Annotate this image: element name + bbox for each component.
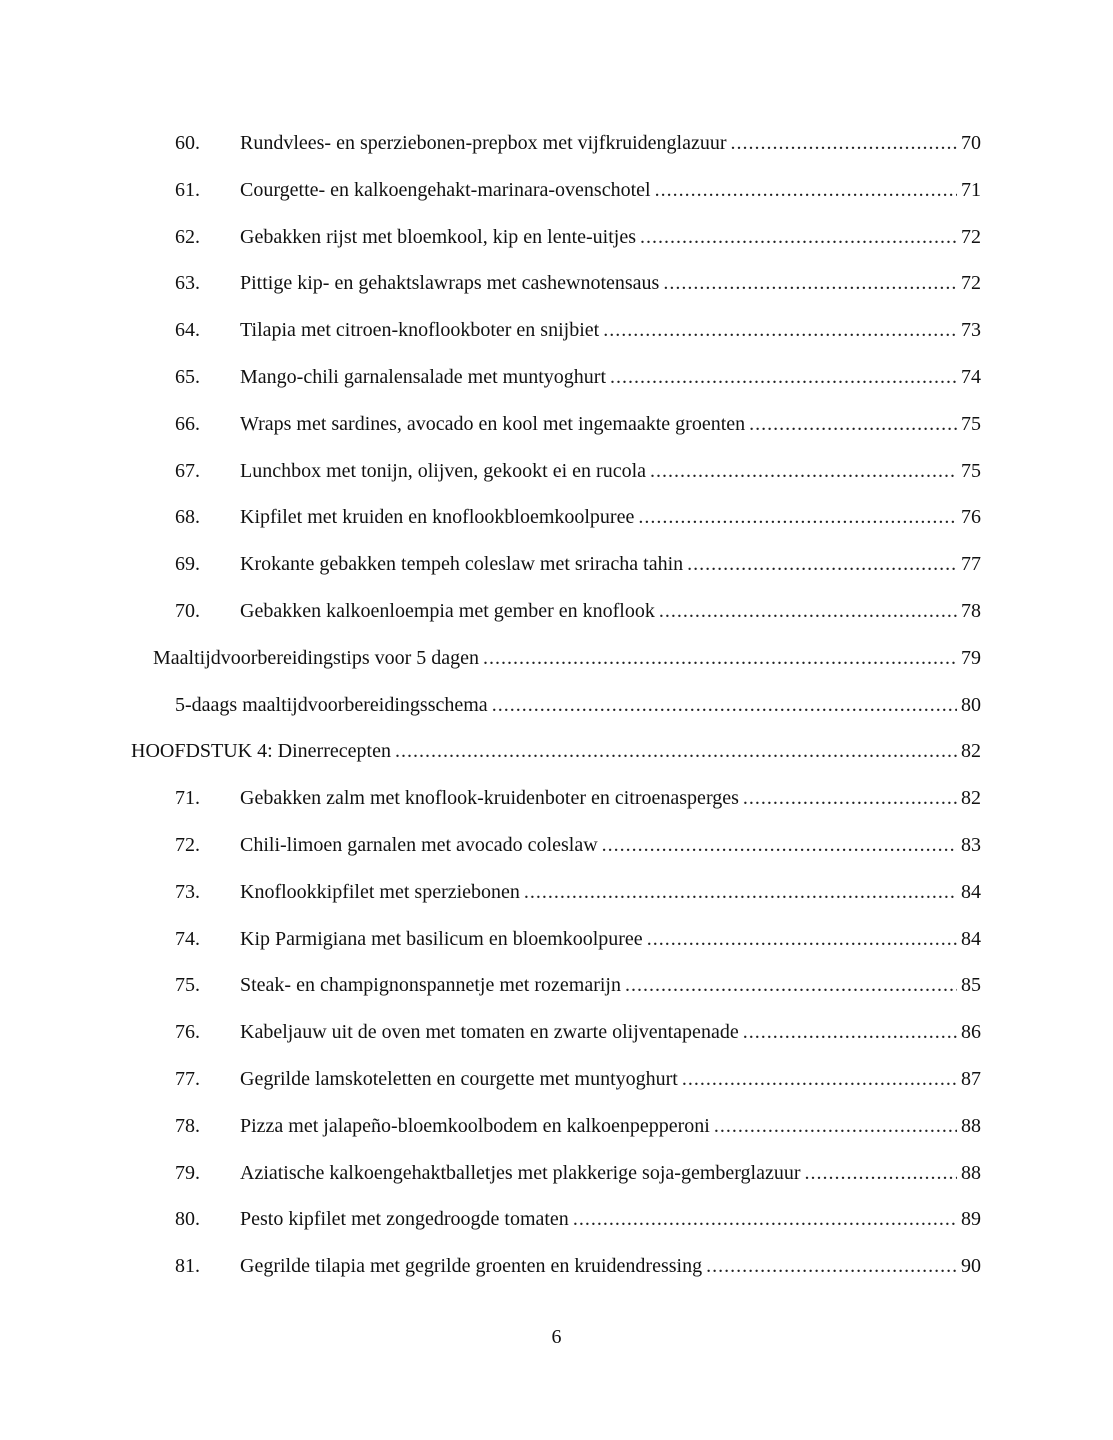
toc-recipe-entry[interactable] [0,828,1113,875]
entry-title: Knoflookkipfilet met sperziebonen [240,880,520,903]
dot-leader [638,500,957,534]
toc-recipe-entry[interactable] [0,547,1113,594]
entry-line [175,688,981,722]
toc-recipe-entry[interactable] [0,266,1113,313]
toc-recipe-entry[interactable] [0,1062,1113,1109]
entry-page-number: 73 [961,319,981,342]
toc-recipe-entry[interactable] [0,454,1113,501]
entry-title: Gegrilde tilapia met gegrilde groenten en kruidendressing [240,1255,703,1278]
entry-number: 78. [175,1114,200,1137]
entry-title: Kabeljauw uit de oven met tomaten en zwarte olijventapenade [240,1021,739,1044]
entry-line [240,922,981,956]
toc-recipe-entry[interactable] [0,126,1113,173]
toc-recipe-entry[interactable] [0,1202,1113,1249]
entry-title: Pizza met jalapeño-bloemkoolbodem en kalkoenpepperoni [240,1114,710,1137]
toc-section-entry[interactable] [0,688,1113,735]
entry-title: Lunchbox met tonijn, olijven, gekookt ei en rucola [240,459,647,482]
dot-leader [714,1109,957,1143]
entry-page-number: 85 [961,974,981,997]
entry-page-number: 70 [961,132,981,154]
entry-page-number: 80 [961,693,981,716]
entry-number: 60. [175,132,200,154]
entry-number: 68. [175,506,200,529]
entry-line [240,1015,981,1049]
entry-number: 75. [175,974,200,997]
entry-line [240,828,981,862]
entry-number: 62. [175,225,200,248]
toc-recipe-entry[interactable] [0,500,1113,547]
dot-leader [395,734,957,768]
dot-leader [682,1062,957,1096]
dot-leader [524,875,957,909]
entry-page-number: 77 [961,553,981,576]
toc-recipe-entry[interactable] [0,1249,1113,1296]
entry-number: 64. [175,319,200,342]
entry-title: Rundvlees- en sperziebonen-prepbox met vijfkruidenglazuur [240,132,727,154]
entry-line [240,1062,981,1096]
entry-page-number: 84 [961,880,981,903]
entry-page-number: 84 [961,927,981,950]
entry-line [131,734,981,768]
entry-number: 80. [175,1208,200,1231]
dot-leader [625,968,957,1002]
dot-leader [687,547,957,581]
dot-leader [640,220,957,254]
entry-line [240,500,981,534]
entry-title: Mango-chili garnalensalade met muntyoghurt [240,365,607,388]
dot-leader [805,1156,957,1190]
entry-page-number: 82 [961,787,981,810]
entry-page-number: 79 [961,646,981,669]
dot-leader [655,173,957,207]
toc-recipe-entry[interactable] [0,781,1113,828]
entry-line [240,360,981,394]
entry-title: Wraps met sardines, avocado en kool met ingemaakte groenten [240,412,746,435]
dot-leader [610,360,957,394]
toc-recipe-entry[interactable] [0,922,1113,969]
table-of-contents [0,126,1113,1296]
entry-line [240,266,981,300]
entry-number: 70. [175,599,200,622]
toc-recipe-entry[interactable] [0,407,1113,454]
toc-recipe-entry[interactable] [0,360,1113,407]
entry-title: Courgette- en kalkoengehakt-marinara-ovenschotel [240,178,651,201]
entry-title: Gebakken rijst met bloemkool, kip en lente-uitjes [240,225,637,248]
entry-line [240,220,981,254]
entry-page-number: 88 [961,1114,981,1137]
entry-number: 77. [175,1067,200,1090]
dot-leader [573,1202,957,1236]
dot-leader [659,594,957,628]
entry-line [240,1202,981,1236]
dot-leader [602,828,957,862]
dot-leader [749,407,957,441]
entry-page-number: 82 [961,740,981,763]
entry-number: 66. [175,412,200,435]
entry-title: Steak- en champignonspannetje met rozemarijn [240,974,621,997]
entry-title: Kip Parmigiana met basilicum en bloemkoolpuree [240,927,643,950]
dot-leader [483,641,957,675]
entry-line [240,594,981,628]
entry-number: 72. [175,833,200,856]
entry-number: 74. [175,927,200,950]
entry-page-number: 88 [961,1161,981,1184]
entry-line [240,875,981,909]
entry-number: 81. [175,1255,200,1278]
entry-title: HOOFDSTUK 4: Dinerrecepten [131,740,391,763]
dot-leader [650,454,957,488]
entry-page-number: 75 [961,412,981,435]
entry-line [240,781,981,815]
dot-leader [743,781,957,815]
entry-page-number: 71 [961,178,981,201]
entry-title: Pittige kip- en gehaktslawraps met cashewnotensaus [240,272,660,295]
entry-number: 61. [175,178,200,201]
entry-line [240,173,981,207]
entry-number: 63. [175,272,200,295]
entry-page-number: 87 [961,1067,981,1090]
entry-line [240,1109,981,1143]
entry-page-number: 72 [961,272,981,295]
toc-chapter-entry[interactable] [0,734,1113,781]
dot-leader [492,688,957,722]
toc-recipe-entry[interactable] [0,594,1113,641]
toc-recipe-entry[interactable] [0,1109,1113,1156]
entry-number: 76. [175,1021,200,1044]
entry-title: Gebakken kalkoenloempia met gember en knoflook [240,599,655,622]
entry-title: Pesto kipfilet met zongedroogde tomaten [240,1208,569,1231]
entry-title: Gebakken zalm met knoflook-kruidenboter en citroenasperges [240,787,739,810]
dot-leader [743,1015,957,1049]
entry-title: Aziatische kalkoengehaktballetjes met plakkerige soja-gemberglazuur [240,1161,801,1184]
entry-page-number: 86 [961,1021,981,1044]
dot-leader [663,266,957,300]
toc-recipe-entry[interactable] [0,1156,1113,1203]
entry-number: 65. [175,365,200,388]
entry-page-number: 72 [961,225,981,248]
entry-line [240,126,981,160]
entry-title: Kipfilet met kruiden en knoflookbloemkoolpuree [240,506,635,529]
entry-line [240,547,981,581]
dot-leader [731,126,957,160]
toc-recipe-entry[interactable] [0,220,1113,267]
entry-line [240,407,981,441]
entry-line [153,641,981,675]
entry-title: Krokante gebakken tempeh coleslaw met sriracha tahin [240,553,684,576]
dot-leader [647,922,957,956]
dot-leader [603,313,957,347]
toc-recipe-entry[interactable] [0,1015,1113,1062]
entry-number: 79. [175,1161,200,1184]
toc-recipe-entry[interactable] [0,313,1113,360]
entry-line [240,1156,981,1190]
entry-title: Maaltijdvoorbereidingstips voor 5 dagen [153,646,480,669]
entry-number: 69. [175,553,200,576]
entry-line [240,968,981,1002]
toc-section-entry[interactable] [0,641,1113,688]
entry-page-number: 83 [961,833,981,856]
entry-page-number: 78 [961,599,981,622]
entry-page-number: 75 [961,459,981,482]
entry-number: 67. [175,459,200,482]
entry-line [240,1249,981,1283]
entry-number: 71. [175,787,200,810]
entry-page-number: 89 [961,1208,981,1231]
toc-recipe-entry[interactable] [0,173,1113,220]
entry-title: Tilapia met citroen-knoflookboter en snijbiet [240,319,600,342]
entry-number: 73. [175,880,200,903]
entry-line [240,313,981,347]
entry-page-number: 74 [961,365,981,388]
entry-page-number: 76 [961,506,981,529]
toc-recipe-entry[interactable] [0,968,1113,1015]
entry-title: Gegrilde lamskoteletten en courgette met muntyoghurt [240,1067,678,1090]
entry-title: 5-daags maaltijdvoorbereidingsschema [175,693,488,716]
toc-recipe-entry[interactable] [0,875,1113,922]
entry-line [240,454,981,488]
page-number: 6 [551,1326,562,1348]
entry-title: Chili-limoen garnalen met avocado coleslaw [240,833,598,856]
dot-leader [706,1249,957,1283]
entry-page-number: 90 [961,1255,981,1278]
